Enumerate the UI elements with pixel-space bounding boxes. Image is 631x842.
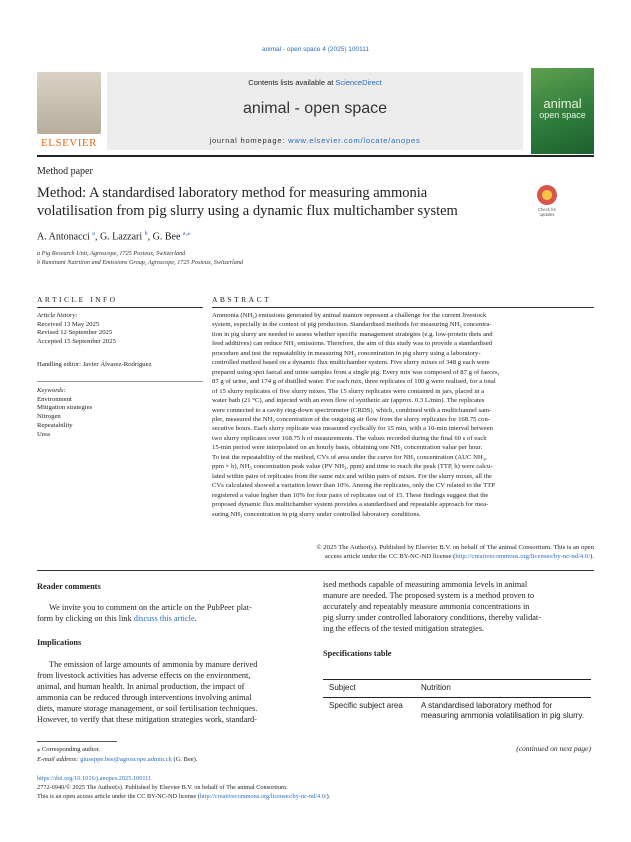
elsevier-tree-icon [37, 72, 101, 134]
journal-reference-link[interactable]: animal - open space 4 (2025) 100111 [261, 46, 370, 53]
abstract-line: suring NH₃ concentration in pig slurry under controlled laboratory conditions. [212, 510, 421, 518]
doi-link[interactable]: https://doi.org/10.1016/j.anopes.2025.100111 [37, 775, 152, 782]
abstract-heading: ABSTRACT [212, 295, 272, 304]
header-divider [37, 155, 594, 157]
abstract-line: system, especially in the context of pig production. Standardised methods for measuring NH₃ concentra- [212, 321, 492, 329]
abstract-line: 15-min period were interpolated on an hourly basis, obtaining one NH₃ concentration value per hour. [212, 444, 483, 452]
abstract-line: To test the repeatability of the method, CVs of area under the curve for NH₃ concentration (AUC NH₃, [212, 453, 487, 461]
issn-line: 2772-6940/© 2025 The Author(s). Published by Elsevier B.V. on behalf of The animal Consortium. [37, 784, 288, 791]
abstract-line: CVs calculated showed a variation lower than 10%. Among the replicates, only the CV related to the TTP [212, 482, 495, 490]
discuss-article-link[interactable]: discuss this article [133, 614, 195, 624]
abstract-line: procedure and test the repeatability in measuring NH₃ concentration in pig slurry using a laboratory- [212, 349, 481, 357]
keyword: Mitigation strategies [37, 404, 93, 412]
journal-banner [107, 72, 523, 150]
body-line: ammonia can be reduced through interventions involving animal [37, 693, 252, 703]
handling-editor: Handling editor: Javier Álvarez-Rodríguez [37, 361, 152, 368]
body-line: ised methods capable of measuring ammonia levels in animal [323, 580, 528, 589]
abstract-line: pler, measured the NH₃ concentration of the outgoing air flow from the slurry replicates for 168.75 con- [212, 415, 491, 423]
check-for-updates-badge[interactable]: Check for updates [532, 185, 562, 219]
keyword: Nitrogen [37, 413, 61, 421]
abstract-line: controlled method based on a dynamic flux multichamber system. Five slurry mixes of 348 g each were [212, 359, 490, 367]
body-line: The emission of large amounts of ammonia by manure derived [49, 660, 258, 669]
bottom-license-link[interactable]: http://creativecommons.org/licenses/by-nc-nd/4.0/ [199, 793, 327, 800]
continued-note: (continued on next page) [516, 744, 591, 753]
abstract-line: lated within pairs of replicates from the same mix and within pairs of mixes. For the slurry mixes, all the [212, 472, 492, 480]
abstract-rule [212, 307, 594, 308]
article-info-heading: ARTICLE INFO [37, 295, 118, 304]
body-line: diets, manure storage management, or soil fertilisation techniques. [37, 704, 258, 714]
body-line: animal, and human health. In animal production, the impact of [37, 682, 245, 692]
body-line: However, to verify that these mitigation strategies work, standard- [37, 715, 257, 725]
abstract-line: of 15 slurry replicates of five slurry mixes. The 15 slurry replicates were contained in jars, placed in a [212, 387, 485, 395]
contents-availability: Contents lists available at ScienceDirect [248, 78, 382, 87]
author-name[interactable]: G. Lazzari [99, 231, 143, 243]
elsevier-logo[interactable] [37, 72, 101, 150]
reader-comments-heading: Reader comments [37, 582, 101, 591]
keywords: Keywords: Environment Mitigation strategies Nitrogen Repeatability Urea [37, 387, 203, 439]
article-history: Article history: Received 13 May 2025 Revised 12 September 2025 Accepted 15 September 2025 [37, 312, 116, 346]
implications-heading: Implications [37, 638, 82, 647]
abstract-line: secutive hours. Each slurry replicate was measured cyclically for 15 min, with a 10-min interval between [212, 425, 493, 433]
cover-subtitle-word: open space [539, 110, 586, 120]
license-line: This is an open access article under the CC BY-NC-ND license (http://creativecommons.org/licenses/by-nc-nd/4.0/). [37, 793, 331, 800]
journal-homepage: journal homepage: www.elsevier.com/locate/anopes [209, 136, 421, 145]
abstract-line: feed additives) can reduce NH₃ emissions. Therefore, the aim of this study was to provide a standardised [212, 340, 493, 348]
keyword: Environment [37, 395, 72, 403]
article-info-rule [37, 307, 203, 308]
author-list: A. Antonacci $^a$, G. Lazzari $^b$, G. Bee $^{a,⁎}$ [37, 231, 191, 243]
abstract-line: tion in pig slurry are needed to assess whether specific management strategies (e.g. low-protein diets and [212, 330, 493, 338]
abstract-line: two slurry replicates over 168.75 h of measurements. The values recorded during the final 60 s of each [212, 434, 487, 442]
info-divider [37, 381, 203, 382]
abstract-line: water bath (21 °C), and injected with an even flow of synthetic air (approx. 0.3 L/min). The replicates [212, 397, 485, 405]
table-row: Specific subject area A standardised laboratory method for measuring ammonia volatilisation in pig slurry. [329, 700, 585, 720]
abstract-bottom-rule [37, 570, 594, 571]
specifications-heading: Specifications table [323, 649, 392, 658]
sciencedirect-link[interactable]: ScienceDirect [335, 78, 382, 87]
journal-header [37, 68, 594, 154]
body-line: from livestock activities has adverse effects on the environment, [37, 671, 251, 681]
journal-cover-thumbnail[interactable] [531, 68, 594, 154]
corresponding-author-note: ⁎ Corresponding author. [37, 746, 101, 753]
keyword: Urea [37, 430, 50, 438]
abstract-copyright: © 2025 The Author(s). Published by Elsevier B.V. on behalf of The animal Consortium. This is an open access article under the CC BY-NC-ND license (http://creativecommons.org/licenses/by-nc-nd/4.0/). [316, 544, 594, 561]
article-type: Method paper [37, 166, 93, 177]
abstract-line: proposed dynamic flux multichamber system provides a standardised and repeatable approach for mea- [212, 501, 489, 509]
body-line: accurately and repeatably measure ammonia concentrations in [323, 602, 530, 612]
abstract-text [212, 311, 594, 519]
reader-comments-text: We invite you to comment on the article on the PubPeer plat- form by clicking on this link discuss this article. [37, 603, 252, 624]
abstract-line: ppm × h), NH₃ concentration peak value (PV NH₃, ppm) and time to reach the peak (TTP, h) were calcu- [212, 463, 493, 471]
implications-text [37, 659, 305, 726]
body-line: manure are needed. The proposed system is a method proven to [323, 591, 535, 601]
journal-title: animal - open space [242, 100, 388, 117]
abstract-line: 87 g of urine, and 174 g of distilled water. For each mix, three replicates of 100 g were realised, for a total [212, 378, 496, 386]
abstract-line: were connected to a cavity ring-down spectrometer (CRDS), which, combined with a multichannel sam- [212, 406, 492, 414]
keyword: Repeatability [37, 421, 73, 429]
abstract-line: prepared using spot faecal and urine samples from a single pig. Every mix was composed of 87 g of faeces, [212, 368, 500, 376]
cover-title-word: animal [543, 96, 582, 111]
elsevier-wordmark: ELSEVIER [41, 137, 97, 149]
body-line: ing the effects of the tested mitigation strategies. [323, 624, 485, 634]
table-row: Subject Nutrition [323, 680, 591, 698]
article-title: Method: A standardised laboratory method for measuring ammonia volatilisation from pig slurry using a dynamic flux multichamber system [37, 185, 458, 219]
abstract-line: registered a value higher than 10% for four pairs of replicates out of 15. These findings suggest that the [212, 491, 489, 499]
license-link[interactable]: http://creativecommons.org/licenses/by-nc-nd/4.0/ [455, 553, 591, 561]
homepage-link[interactable]: www.elsevier.com/locate/anopes [288, 136, 421, 145]
body-line: pig slurry under controlled laboratory conditions, thereby validat- [323, 613, 541, 623]
author-name[interactable]: A. Antonacci [37, 231, 90, 243]
implications-continued-text [323, 579, 591, 634]
footnote-rule [37, 741, 117, 742]
affiliation-a: a Pig Research Unit, Agroscope, 1725 Posieux, Switzerland [37, 250, 186, 257]
affiliation-b: b Ruminant Nutrition and Emissions Group, Agroscope, 1725 Posieux, Switzerland [37, 259, 244, 266]
author-name[interactable]: G. Bee [152, 231, 181, 243]
specifications-table [323, 679, 591, 725]
crossmark-icon [537, 185, 557, 205]
email-note: E-mail address: giuseppe.bee@agroscope.admin.ch (G. Bee). [37, 756, 198, 763]
email-link[interactable]: giuseppe.bee@agroscope.admin.ch [80, 756, 172, 763]
abstract-line: Ammonia (NH₃) emissions generated by animal manure represent a challenge for the current livestock [212, 312, 487, 319]
